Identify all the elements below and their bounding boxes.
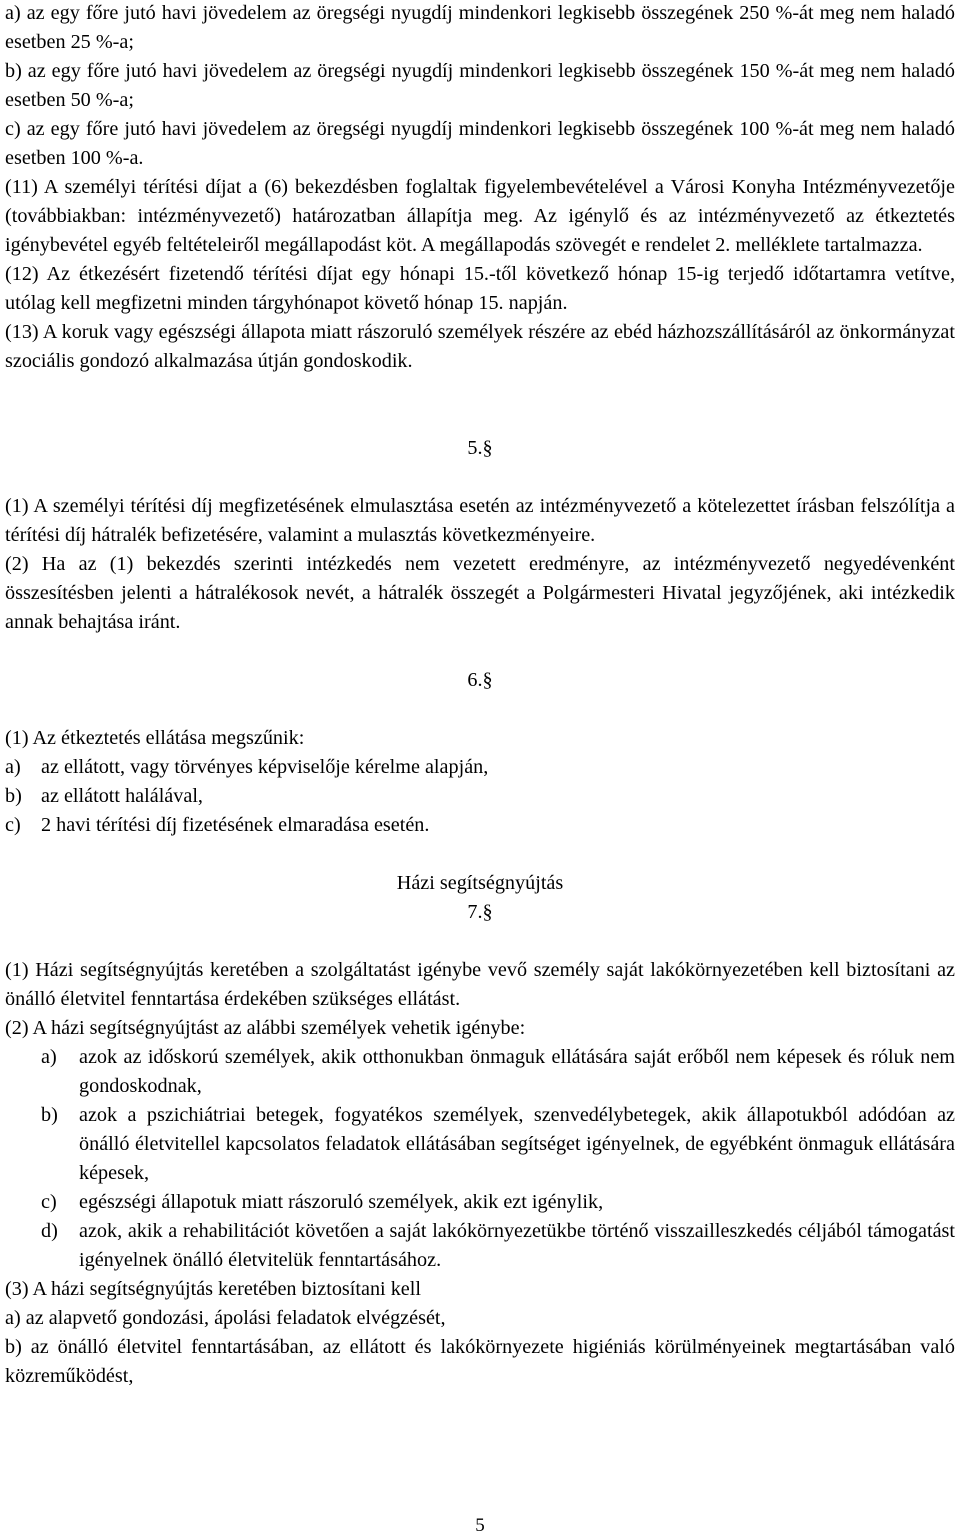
section-5-paragraph-1: (1) A személyi térítési díj megfizetésének elmulasztása esetén az intézményvezető a kötelezettet írásban felszólítja a térítési díj hátralék befizetésére, valamint a mulasztás következményeire.	[5, 495, 955, 546]
paragraph-12: (12) Az étkezésért fizetendő térítési díjat egy hónapi 15.-től következő hónap 15-ig terjedő időtartamra vetítve, utólag kell megfizetni minden tárgyhónapot követő hónap 15. napján.	[5, 263, 955, 314]
list-item	[5, 115, 955, 173]
list-item-marker: a)	[5, 1307, 21, 1329]
list-item-marker: c)	[41, 1191, 57, 1213]
list-item-marker: a)	[5, 2, 21, 24]
list-item-marker: b)	[41, 1104, 58, 1126]
list-item-text: az önálló életvitel fenntartásában, az ellátott és lakókörnyezete higiéniás körülményeinek megtartásában való közreműködést,	[5, 1336, 956, 1387]
list-item-text: az egy főre jutó havi jövedelem az öregségi nyugdíj mindenkori legkisebb összegének 150 %-át meg nem haladó esetben 50 %-a;	[5, 60, 956, 111]
section-7-paragraph-2-intro: (2) A házi segítségnyújtást az alábbi személyek vehetik igénybe:	[5, 1017, 526, 1039]
income-brackets-list	[5, 0, 955, 173]
list-item-marker: b)	[5, 1336, 22, 1358]
list-item-text: azok, akik a rehabilitációt követően a saját lakókörnyezetükbe történő visszailleszkedés céljából támogatást igényelnek önálló életvitelük fenntartásához.	[79, 1220, 955, 1271]
section-7-title: Házi segítségnyújtás	[396, 872, 564, 894]
section-7-paragraph-3-intro: (3) A házi segítségnyújtás keretében biztosítani kell	[5, 1278, 421, 1300]
paragraph-13: (13) A koruk vagy egészségi állapota miatt rászoruló személyek részére az ebéd házhozszállításáról az önkormányzat szociális gondozó alkalmazása útján gondoskodik.	[5, 321, 955, 372]
list-item	[5, 57, 955, 115]
list-item	[5, 1188, 955, 1217]
list-item-text: azok az időskorú személyek, akik otthonukban önmaguk ellátására saját erőből nem képesek és róluk nem gondoskodnak,	[79, 1046, 955, 1097]
list-item-text: az egy főre jutó havi jövedelem az öregségi nyugdíj mindenkori legkisebb összegének 250 %-át meg nem haladó esetben 25 %-a;	[5, 2, 956, 53]
list-item-text: az egy főre jutó havi jövedelem az öregségi nyugdíj mindenkori legkisebb összegének 100 %-át meg nem haladó esetben 100 %-a.	[5, 118, 956, 169]
list-item	[5, 1304, 955, 1333]
page-number: 5	[475, 1515, 485, 1536]
section-5-paragraph-2: (2) Ha az (1) bekezdés szerinti intézkedés nem vezetett eredményre, az intézményvezető negyedévenként összesítésben jelenti a hátralékosok nevét, a hátralék összegét a Polgármesteri Hivatal jegyzőjének, aki intézkedik annak behajtása iránt.	[5, 553, 955, 633]
list-item	[5, 1101, 955, 1188]
list-item	[5, 1043, 955, 1101]
list-item-marker: d)	[41, 1220, 58, 1242]
list-item	[5, 1333, 955, 1391]
list-item-text: az ellátott halálával,	[41, 785, 203, 807]
list-item	[5, 0, 955, 57]
list-item-marker: c)	[5, 118, 21, 140]
list-item-marker: a)	[41, 1046, 57, 1068]
list-item-marker: c)	[5, 814, 21, 836]
list-item-text: az ellátott, vagy törvényes képviselője kérelme alapján,	[41, 756, 489, 778]
paragraph-11: (11) A személyi térítési díjat a (6) bekezdésben foglaltak figyelembevételével a Városi Konyha Intézményvezetője (továbbiakban: intézményvezető) határozatban állapítja meg. Az igénylő és az intézményvezető az étkeztetés igénybevétel egyéb feltételeiről megállapodást köt. A megállapodás szövegét e rendelet 2. melléklete tartalmazza.	[5, 176, 955, 256]
list-item	[5, 753, 955, 782]
list-item	[5, 811, 955, 840]
list-item-text: azok a pszichiátriai betegek, fogyatékos személyek, szenvedélybetegek, akik állapotukból adódóan az önálló életvitellel kapcsolatos feladatok ellátásában segítséget igényelnek, de egyébként önmaguk ellátására képesek,	[79, 1104, 955, 1184]
list-item-marker: b)	[5, 60, 22, 82]
section-7-heading: 7.§	[467, 901, 493, 923]
document-page	[5, 0, 955, 1391]
list-item-marker: b)	[5, 785, 22, 807]
list-item	[5, 1217, 955, 1275]
section-6-heading: 6.§	[467, 669, 493, 691]
list-item-text: az alapvető gondozási, ápolási feladatok elvégzését,	[25, 1307, 446, 1329]
section-5-heading: 5.§	[467, 437, 493, 459]
list-item-text: egészségi állapotuk miatt rászoruló személyek, akik ezt igénylik,	[79, 1191, 604, 1213]
section-6-intro: (1) Az étkeztetés ellátása megszűnik:	[5, 727, 305, 749]
list-item-text: 2 havi térítési díj fizetésének elmaradása esetén.	[41, 814, 430, 836]
section-7-paragraph-1: (1) Házi segítségnyújtás keretében a szolgáltatást igénybe vevő személy saját lakókörnyezetében kell biztosítani az önálló életvitel fenntartása érdekében szükséges ellátást.	[5, 959, 955, 1010]
list-item-marker: a)	[5, 756, 21, 778]
list-item	[5, 782, 955, 811]
